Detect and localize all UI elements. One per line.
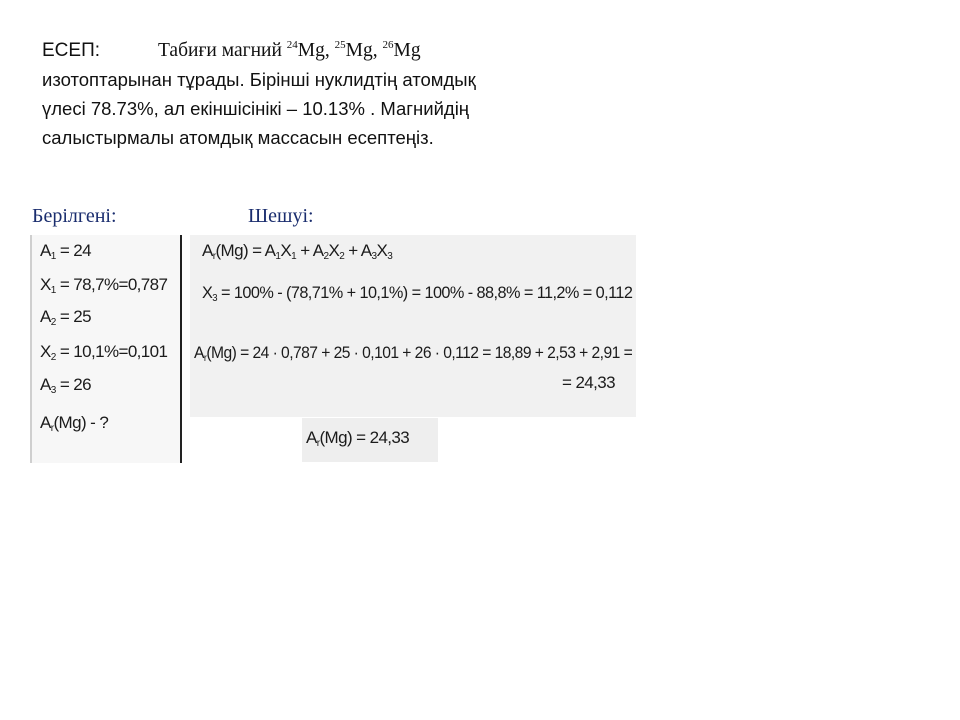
problem-line-2: изотоптарынан тұрады. Бірінші нуклидтің атомдық	[42, 69, 476, 90]
given-x1: $X_1 = 78,7\%=0,787$	[40, 275, 168, 296]
problem-line-3: үлесі 78.73%, ал екіншісінікі – 10.13% . Магнийдің	[42, 98, 470, 119]
isotope-1-symbol: Mg,	[297, 40, 335, 61]
isotope-2-symbol: Mg,	[345, 40, 383, 61]
problem-label: ЕСЕП:	[42, 40, 101, 61]
given-a2: $A_2 = 25$	[40, 307, 92, 328]
solution-panel	[190, 235, 636, 417]
given-a1: $A_1 = 24$	[40, 241, 92, 262]
isotope-3-mass: 26	[382, 39, 394, 51]
given-question: $A_r(Mg)$ - ?	[40, 413, 109, 434]
solution-calc-result: = 24,33	[562, 373, 615, 392]
given-left-edge	[30, 235, 32, 463]
isotope-2-mass: 25	[334, 39, 346, 51]
isotope-3-symbol: Mg	[393, 40, 421, 61]
solution-formula: $A_r(Mg) = A_1X_1 + A_2X_2 + A_3X_3$	[202, 241, 393, 262]
given-x2: $X_2 = 10,1\%=0,101$	[40, 342, 168, 363]
isotope-1-mass: 24	[286, 39, 298, 51]
problem-intro: Табиғи магний	[158, 40, 287, 61]
given-a3: $A_3 = 26$	[40, 375, 92, 396]
solution-calculation: $A_r(Mg) = 24 \cdot 0,787 + 25 \cdot 0,101 + 26 \cdot 0,112 = 18,89 + 2,53 + 2,91$ =	[194, 343, 633, 364]
given-divider	[180, 235, 182, 463]
solution-x3: $X_3 = 100\% - (78,71\% + 10,1\%) = 100\% - 88,8\% = 11,2\% = 0,112$	[202, 283, 633, 304]
problem-line-4: салыстырмалы атомдық массасын есептеңіз.	[42, 127, 434, 148]
problem-line-1	[42, 36, 602, 65]
final-answer: $A_r(Mg) = 24,33$	[306, 428, 410, 449]
problem-statement	[42, 36, 602, 152]
answer-panel	[302, 418, 438, 462]
given-panel	[30, 235, 182, 463]
given-header: Берілгені:	[32, 205, 117, 227]
solution-header: Шешуі:	[248, 205, 314, 227]
